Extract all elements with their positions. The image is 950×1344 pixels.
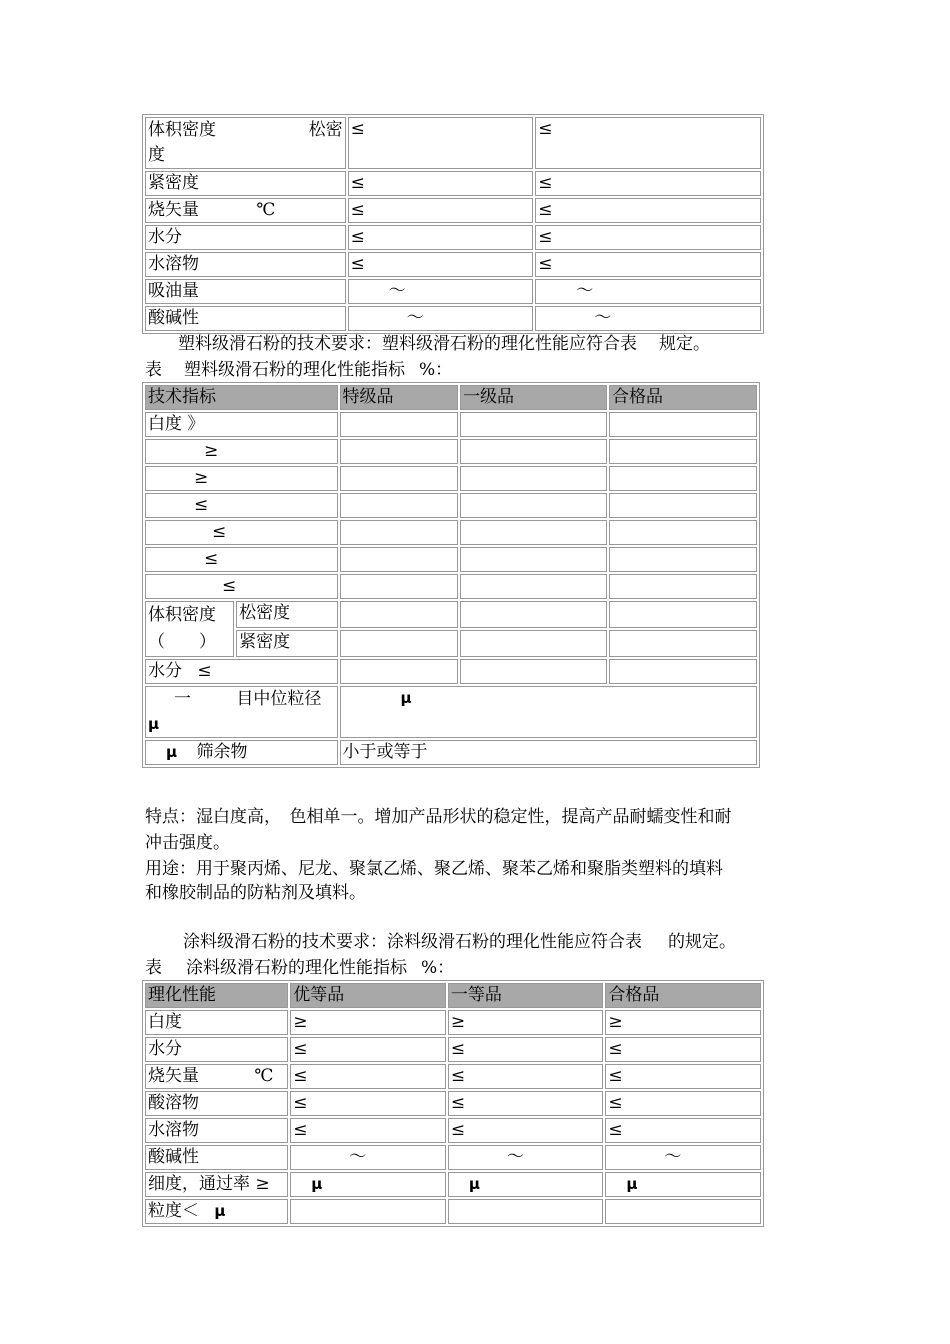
cell-value: ≤ (448, 1037, 604, 1062)
cell-value: ～ (535, 306, 761, 331)
row-label: 吸油量 (145, 279, 346, 304)
row-label: 水溶物 (145, 252, 346, 277)
row-label: 水分 (148, 661, 182, 681)
header-cell: 一级品 (460, 385, 607, 410)
cell-value: ～ (348, 306, 534, 331)
cell-value: ≤ (448, 1064, 604, 1089)
table-row (145, 466, 757, 491)
cell-value: ≤ (605, 1037, 761, 1062)
table-row (145, 252, 761, 277)
table-row (145, 279, 761, 304)
usage-line-1: 用途：用于聚丙烯、尼龙、聚氯乙烯、聚乙烯、聚苯乙烯和聚脂类塑料的填料 (145, 859, 723, 879)
table-row (145, 1118, 761, 1143)
table-row (145, 1037, 761, 1062)
mu-symbol: μ (166, 743, 178, 761)
row-label: ≤ (145, 574, 338, 599)
row-label: ≤ (145, 547, 338, 572)
cell-value: ≤ (535, 252, 761, 277)
cell-value: ≤ (535, 225, 761, 250)
table-row (145, 686, 757, 738)
cell-value: ～ (535, 279, 761, 304)
cell-value: 小于或等于 (340, 740, 758, 765)
row-label: ≤ (145, 520, 338, 545)
header-cell: 技术指标 (145, 385, 338, 410)
unit-label: ℃ (256, 200, 276, 220)
cell-value: ≤ (290, 1118, 446, 1143)
row-label: 体积密度 (148, 120, 216, 140)
row-label: 粒度＜ (148, 1201, 199, 1221)
row-label: 烧矢量 (148, 1066, 199, 1086)
cell-value: ～ (348, 279, 534, 304)
header-cell: 合格品 (605, 983, 761, 1008)
table-row (145, 574, 757, 599)
cell-value: ≤ (348, 117, 534, 169)
table-row (145, 1172, 761, 1197)
row-label: 筛余物 (196, 742, 248, 762)
cell-value: ≤ (290, 1064, 446, 1089)
header-cell: 优等品 (290, 983, 446, 1008)
table-row (145, 225, 761, 250)
cell-value: ≤ (290, 1037, 446, 1062)
row-label: ≥ (145, 466, 338, 491)
usage-line-2: 和橡胶制品的防粘剂及填料。 (145, 883, 366, 903)
row-sublabel: 紧密度 (236, 630, 337, 657)
header-cell: 合格品 (609, 385, 757, 410)
table-row (145, 493, 757, 518)
cell-value: ～ (290, 1145, 446, 1170)
table-row (145, 547, 757, 572)
table-row (145, 117, 761, 169)
row-label: ≤ (145, 493, 338, 518)
row-label-right: 松密 (308, 120, 343, 140)
cell-value: ≤ (448, 1118, 604, 1143)
row-label: 水溶物 (145, 1118, 288, 1143)
row-label: 细度，通过率 ≥ (145, 1172, 288, 1197)
row-label: 紧密度 (145, 171, 346, 196)
row-label: 酸碱性 (145, 1145, 288, 1170)
cell-value: ≤ (535, 198, 761, 223)
cell-value: ≤ (535, 171, 761, 196)
cell-value: ≤ (348, 225, 534, 250)
cell-value: ～ (448, 1145, 604, 1170)
table-row (145, 740, 757, 765)
table-plastic (142, 382, 760, 768)
mu-symbol: μ (400, 689, 412, 707)
cell-value: ≤ (348, 171, 534, 196)
features-line-1: 特点：湿白度高， 色相单一。增加产品形状的稳定性，提高产品耐蠕变性和耐 (145, 807, 732, 827)
mu-symbol: μ (626, 1175, 638, 1193)
table-row (145, 1010, 761, 1035)
table-row (145, 630, 757, 657)
cell-value: ≤ (348, 198, 534, 223)
mu-symbol: μ (214, 1202, 226, 1220)
cell-value: ≤ (290, 1091, 446, 1116)
table-caption-coating: 表 涂料级滑石粉的理化性能指标 %： (145, 958, 455, 978)
mu-symbol: μ (311, 1175, 323, 1193)
cell-value: ≥ (448, 1010, 604, 1035)
cell-value: ≤ (348, 252, 534, 277)
table-row (145, 306, 761, 331)
table-header-row (145, 385, 757, 410)
table-caption-plastic: 表 塑料级滑石粉的理化性能指标 %： (145, 360, 453, 380)
cell-value: ≥ (605, 1010, 761, 1035)
cell-value: ≤ (605, 1091, 761, 1116)
header-cell: 特级品 (340, 385, 459, 410)
cell-value: ≤ (605, 1064, 761, 1089)
row-label: 白度 》 (145, 412, 338, 437)
table-row (145, 439, 757, 464)
table-row (145, 1064, 761, 1089)
table-row (145, 171, 761, 196)
row-label: 目中位粒径 (236, 689, 322, 709)
row-label: 水分 (145, 225, 346, 250)
mu-symbol: μ (148, 715, 160, 733)
table-row (145, 601, 757, 628)
table-row (145, 198, 761, 223)
table-header-row (145, 983, 761, 1008)
header-cell: 一等品 (448, 983, 604, 1008)
cell-value: ≤ (448, 1091, 604, 1116)
table-row (145, 520, 757, 545)
table-row (145, 412, 757, 437)
row-label: 水分 (145, 1037, 288, 1062)
section-intro-coating: 涂料级滑石粉的技术要求：涂料级滑石粉的理化性能应符合表 的规定。 (183, 932, 736, 952)
table-row (145, 1199, 761, 1224)
cell-value: ≥ (290, 1010, 446, 1035)
row-label: 烧矢量 (148, 200, 199, 220)
section-intro-plastic: 塑料级滑石粉的技术要求：塑料级滑石粉的理化性能应符合表 规定。 (178, 334, 710, 354)
cell-value: ≤ (535, 117, 761, 169)
mu-symbol: μ (468, 1175, 480, 1193)
table-row (145, 1091, 761, 1116)
cell-value: ≤ (605, 1118, 761, 1143)
row-label: 酸碱性 (145, 306, 346, 331)
table-coating (142, 980, 764, 1227)
cell-value: ～ (605, 1145, 761, 1170)
row-label: 酸溶物 (145, 1091, 288, 1116)
features-line-2: 冲击强度。 (145, 833, 230, 853)
table-row (145, 1145, 761, 1170)
row-label: 白度 (145, 1010, 288, 1035)
row-sublabel: 松密度 (236, 601, 337, 628)
row-symbol: ≤ (197, 661, 212, 681)
table-top (142, 114, 764, 334)
row-label-line2: 度 (148, 145, 165, 165)
mesh-dash: 一 (174, 689, 191, 709)
table-row (145, 659, 757, 684)
header-cell: 理化性能 (145, 983, 288, 1008)
row-label: 体积密度 (148, 605, 216, 625)
unit-label: ℃ (254, 1066, 274, 1086)
row-label-paren: （ ） (148, 632, 216, 652)
row-label: ≥ (145, 439, 338, 464)
